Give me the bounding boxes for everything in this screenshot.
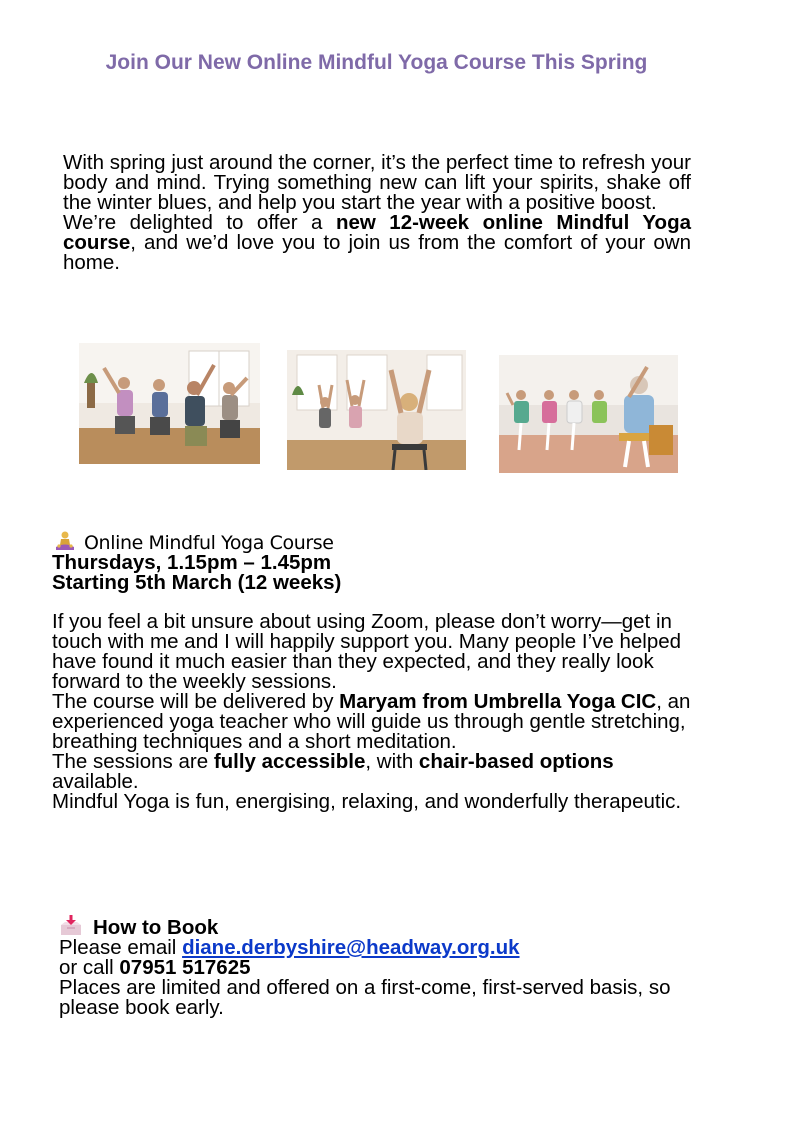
benefits-paragraph: Mindful Yoga is fun, energising, relaxing, and wonderfully therapeutic. (52, 790, 682, 813)
course-highlight: new 12-week online Mindful Yoga course (63, 211, 691, 254)
zoom-support-paragraph: If you feel a bit unsure about using Zoom, please don’t worry—get in touch with me and I will happily support you. Many people I’ve helped have found it much easier than they expected, and they really look forward to the weekly sessions. (52, 610, 682, 693)
course-heading (52, 530, 341, 553)
course-start: Starting 5th March (12 weeks) (52, 571, 342, 594)
booking-section (59, 915, 699, 1018)
intro-section (63, 153, 691, 273)
course-details (52, 612, 692, 812)
course-title: Online Mindful Yoga Course (84, 532, 334, 554)
booking-note: Places are limited and offered on a first-come, first-served basis, so please book early. (59, 976, 671, 1019)
booking-email-line: Please email diane.derbyshire@headway.org.uk (59, 936, 520, 959)
course-info (52, 530, 341, 593)
chair-yoga-photo-2 (287, 350, 466, 470)
teacher-paragraph: The course will be delivered by Maryam from Umbrella Yoga CIC, an experienced yoga teacher who will guide us through gentle stretching, breathing techniques and a short meditation. (52, 690, 691, 753)
phone-number: 07951 517625 (119, 956, 251, 979)
person-in-lotus-position-icon (54, 530, 76, 552)
chair-yoga-photo-3 (499, 355, 678, 473)
booking-heading: How to Book (59, 915, 699, 938)
booking-phone-line: or call 07951 517625 (59, 956, 251, 979)
intro-paragraph: With spring just around the corner, it’s the perfect time to refresh your body and mind. Trying something new can lift your spirits, shake off the winter blues, and help you start the year with a positive boost. (63, 151, 691, 214)
accessibility-paragraph: The sessions are fully accessible, with chair-based options available. (52, 750, 614, 793)
chair-yoga-photo-1 (79, 343, 260, 464)
intro-offer-paragraph: We’re delighted to offer a new 12-week online Mindful Yoga course, and we’d love you to join us from the comfort of your own home. (63, 211, 691, 274)
course-time: Thursdays, 1.15pm – 1.45pm (52, 551, 332, 574)
inbox-tray-icon (59, 915, 83, 937)
email-link[interactable]: diane.derbyshire@headway.org.uk (182, 936, 520, 959)
page-title: Join Our New Online Mindful Yoga Course This Spring (105, 51, 648, 74)
teacher-name: Maryam from Umbrella Yoga CIC (339, 690, 657, 713)
